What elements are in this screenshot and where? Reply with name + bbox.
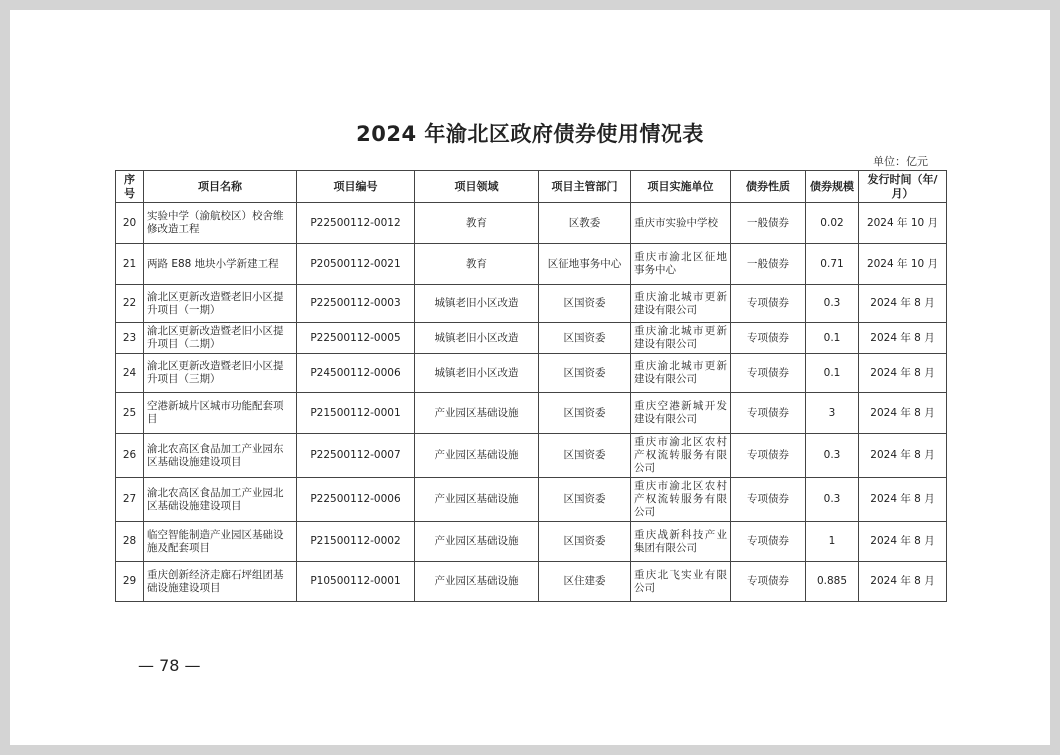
project-name: 渝北区更新改造暨老旧小区提升项目（一期） xyxy=(144,285,297,323)
project-dept: 区住建委 xyxy=(539,562,631,602)
row-number: 28 xyxy=(116,522,144,562)
row-number: 24 xyxy=(116,354,144,393)
implementing-unit: 重庆战新科技产业集团有限公司 xyxy=(631,522,731,562)
issue-time: 2024 年 8 月 xyxy=(859,393,947,434)
bond-nature: 一般债券 xyxy=(731,244,806,285)
issue-time: 2024 年 8 月 xyxy=(859,434,947,478)
row-number: 23 xyxy=(116,323,144,354)
bond-nature: 专项债券 xyxy=(731,562,806,602)
issue-time: 2024 年 8 月 xyxy=(859,323,947,354)
table-row xyxy=(116,354,947,393)
table-row xyxy=(116,323,947,354)
column-header: 发行时间（年/月） xyxy=(859,171,947,203)
bond-nature: 专项债券 xyxy=(731,285,806,323)
project-code: P20500112-0021 xyxy=(297,244,415,285)
bond-nature: 专项债券 xyxy=(731,323,806,354)
implementing-unit: 重庆市渝北区农村产权流转服务有限公司 xyxy=(631,478,731,522)
project-code: P22500112-0012 xyxy=(297,203,415,244)
project-code: P22500112-0006 xyxy=(297,478,415,522)
project-code: P22500112-0005 xyxy=(297,323,415,354)
implementing-unit: 重庆北飞实业有限公司 xyxy=(631,562,731,602)
bond-scale: 0.71 xyxy=(806,244,859,285)
project-name: 重庆创新经济走廊石坪组团基础设施建设项目 xyxy=(144,562,297,602)
project-dept: 区国资委 xyxy=(539,393,631,434)
issue-time: 2024 年 8 月 xyxy=(859,478,947,522)
project-code: P21500112-0002 xyxy=(297,522,415,562)
project-name: 渝北区更新改造暨老旧小区提升项目（三期） xyxy=(144,354,297,393)
unit-label: 单位：亿元 xyxy=(873,155,928,168)
row-number: 25 xyxy=(116,393,144,434)
table-row xyxy=(116,522,947,562)
table-row xyxy=(116,434,947,478)
issue-time: 2024 年 8 月 xyxy=(859,285,947,323)
bond-scale: 0.1 xyxy=(806,323,859,354)
column-header: 序号 xyxy=(116,171,144,203)
table-row xyxy=(116,478,947,522)
row-number: 27 xyxy=(116,478,144,522)
implementing-unit: 重庆市实验中学校 xyxy=(631,203,731,244)
issue-time: 2024 年 8 月 xyxy=(859,562,947,602)
implementing-unit: 重庆空港新城开发建设有限公司 xyxy=(631,393,731,434)
project-field: 教育 xyxy=(415,203,539,244)
project-field: 产业园区基础设施 xyxy=(415,434,539,478)
project-name: 实验中学（渝航校区）校舍维修改造工程 xyxy=(144,203,297,244)
bond-nature: 专项债券 xyxy=(731,434,806,478)
project-field: 产业园区基础设施 xyxy=(415,478,539,522)
project-dept: 区国资委 xyxy=(539,354,631,393)
table-row xyxy=(116,562,947,602)
project-code: P21500112-0001 xyxy=(297,393,415,434)
bond-scale: 3 xyxy=(806,393,859,434)
bond-usage-table xyxy=(115,170,947,602)
implementing-unit: 重庆市渝北区农村产权流转服务有限公司 xyxy=(631,434,731,478)
table-row xyxy=(116,393,947,434)
bond-scale: 0.885 xyxy=(806,562,859,602)
project-field: 产业园区基础设施 xyxy=(415,562,539,602)
project-field: 产业园区基础设施 xyxy=(415,522,539,562)
page-title: 2024 年渝北区政府债券使用情况表 xyxy=(356,122,704,146)
issue-time: 2024 年 8 月 xyxy=(859,354,947,393)
project-code: P24500112-0006 xyxy=(297,354,415,393)
implementing-unit: 重庆渝北城市更新建设有限公司 xyxy=(631,354,731,393)
implementing-unit: 重庆渝北城市更新建设有限公司 xyxy=(631,285,731,323)
bond-nature: 专项债券 xyxy=(731,354,806,393)
issue-time: 2024 年 10 月 xyxy=(859,244,947,285)
bond-scale: 0.3 xyxy=(806,434,859,478)
project-dept: 区国资委 xyxy=(539,478,631,522)
implementing-unit: 重庆市渝北区征地事务中心 xyxy=(631,244,731,285)
bond-scale: 0.3 xyxy=(806,285,859,323)
column-header: 项目实施单位 xyxy=(631,171,731,203)
row-number: 26 xyxy=(116,434,144,478)
project-dept: 区教委 xyxy=(539,203,631,244)
table-row xyxy=(116,203,947,244)
project-name: 两路 E88 地块小学新建工程 xyxy=(144,244,297,285)
implementing-unit: 重庆渝北城市更新建设有限公司 xyxy=(631,323,731,354)
column-header: 债券性质 xyxy=(731,171,806,203)
project-dept: 区国资委 xyxy=(539,434,631,478)
project-name: 渝北农高区食品加工产业园东区基础设施建设项目 xyxy=(144,434,297,478)
column-header: 项目领域 xyxy=(415,171,539,203)
project-name: 渝北区更新改造暨老旧小区提升项目（二期） xyxy=(144,323,297,354)
project-field: 城镇老旧小区改造 xyxy=(415,323,539,354)
table-row xyxy=(116,244,947,285)
project-name: 空港新城片区城市功能配套项目 xyxy=(144,393,297,434)
project-code: P22500112-0003 xyxy=(297,285,415,323)
column-header: 项目名称 xyxy=(144,171,297,203)
row-number: 20 xyxy=(116,203,144,244)
project-field: 城镇老旧小区改造 xyxy=(415,285,539,323)
project-code: P22500112-0007 xyxy=(297,434,415,478)
bond-scale: 0.1 xyxy=(806,354,859,393)
bond-scale: 0.3 xyxy=(806,478,859,522)
project-field: 产业园区基础设施 xyxy=(415,393,539,434)
column-header: 债券规模 xyxy=(806,171,859,203)
issue-time: 2024 年 8 月 xyxy=(859,522,947,562)
project-dept: 区国资委 xyxy=(539,522,631,562)
bond-nature: 专项债券 xyxy=(731,522,806,562)
bond-nature: 一般债券 xyxy=(731,203,806,244)
project-dept: 区征地事务中心 xyxy=(539,244,631,285)
column-header: 项目主管部门 xyxy=(539,171,631,203)
issue-time: 2024 年 10 月 xyxy=(859,203,947,244)
bond-nature: 专项债券 xyxy=(731,393,806,434)
bond-scale: 1 xyxy=(806,522,859,562)
project-dept: 区国资委 xyxy=(539,285,631,323)
project-code: P10500112-0001 xyxy=(297,562,415,602)
project-field: 教育 xyxy=(415,244,539,285)
project-dept: 区国资委 xyxy=(539,323,631,354)
bond-scale: 0.02 xyxy=(806,203,859,244)
project-name: 渝北农高区食品加工产业园北区基础设施建设项目 xyxy=(144,478,297,522)
table-row xyxy=(116,285,947,323)
page-number: — 78 — xyxy=(138,656,201,675)
row-number: 22 xyxy=(116,285,144,323)
row-number: 21 xyxy=(116,244,144,285)
bond-nature: 专项债券 xyxy=(731,478,806,522)
project-field: 城镇老旧小区改造 xyxy=(415,354,539,393)
column-header: 项目编号 xyxy=(297,171,415,203)
table-header-row xyxy=(116,171,947,203)
project-name: 临空智能制造产业园区基础设施及配套项目 xyxy=(144,522,297,562)
row-number: 29 xyxy=(116,562,144,602)
